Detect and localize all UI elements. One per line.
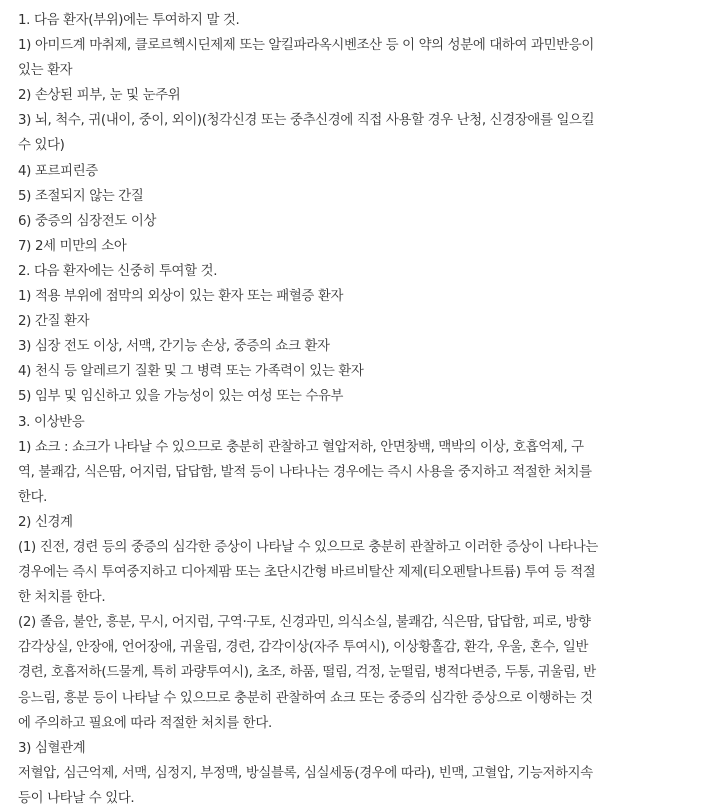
text-line: 6) 중증의 심장전도 이상: [18, 213, 157, 229]
text-line: 3) 뇌, 척수, 귀(내이, 중이, 외이)(청각신경 또는 중추신경에 직접 사용할 경우 난청, 신경장애를 일으킬: [18, 113, 595, 129]
section-heading-adverse-reactions: 3. 이상반응: [18, 414, 85, 430]
drug-precautions-document: [18, 8, 700, 811]
text-line: 5) 임부 및 임신하고 있을 가능성이 있는 여성 또는 수유부: [18, 389, 344, 405]
text-line: 감각상실, 안장애, 언어장애, 귀울림, 경련, 감각이상(자주 투여시), 이상황홀감, 환각, 우울, 혼수, 일반: [18, 640, 589, 656]
text-line: 3) 심장 전도 이상, 서맥, 간기능 손상, 중증의 쇼크 환자: [18, 339, 330, 355]
subsection-heading-nervous-system: 2) 신경계: [18, 514, 73, 530]
text-line: 4) 천식 등 알레르기 질환 및 그 병력 또는 가족력이 있는 환자: [18, 364, 364, 380]
text-line: 5) 조절되지 않는 간질: [18, 188, 144, 204]
section-heading-contraindications: 1. 다음 환자(부위)에는 투여하지 말 것.: [18, 13, 240, 28]
text-line: 1) 적용 부위에 점막의 외상이 있는 환자 또는 패혈증 환자: [18, 289, 344, 305]
text-line: 2) 간질 환자: [18, 314, 90, 330]
text-line: 2) 손상된 피부, 눈 및 눈주위: [18, 88, 181, 104]
text-line: 역, 불쾌감, 식은땀, 어지럼, 답답함, 발적 등이 나타나는 경우에는 즉시 사용을 중지하고 적절한 처치를: [18, 464, 592, 480]
text-line: 저혈압, 심근억제, 서맥, 심정지, 부정맥, 방실블록, 심실세동(경우에 따라), 빈맥, 고혈압, 기능저하지속: [18, 765, 593, 781]
text-line: 경우에는 즉시 투여중지하고 디아제팜 또는 초단시간형 바르비탈산 제제(티오펜탈나트륨) 투여 등 적절: [18, 565, 596, 581]
text-line: 7) 2세 미만의 소아: [18, 238, 127, 254]
section-heading-cautions: 2. 다음 환자에는 신중히 투여할 것.: [18, 263, 218, 279]
text-line: 한 처치를 한다.: [18, 590, 106, 606]
text-line: 4) 포르피린증: [18, 163, 98, 179]
text-line: 1) 아미드계 마취제, 클로르헥시딘제제 또는 알킬파라옥시벤조산 등 이 약의 성분에 대하여 과민반응이: [18, 38, 594, 54]
text-line: 에 주의하고 필요에 따라 적절한 처치를 한다.: [18, 715, 272, 731]
text-line: (2) 졸음, 불안, 흥분, 무시, 어지럼, 구역·구토, 신경과민, 의식소실, 불쾌감, 식은땀, 답답함, 피로, 방향: [18, 615, 591, 631]
text-line: 있는 환자: [18, 63, 73, 79]
text-line: 등이 나타날 수 있다.: [18, 790, 135, 806]
text-line: (1) 진전, 경련 등의 중증의 심각한 증상이 나타날 수 있으므로 충분히 관찰하고 이러한 증상이 나타나는: [18, 539, 598, 555]
text-line: 1) 쇼크 : 쇼크가 나타날 수 있으므로 충분히 관찰하고 혈압저하, 안면창백, 맥박의 이상, 호흡억제, 구: [18, 439, 584, 455]
text-line: 경련, 호흡저하(드물게, 특히 과량투여시), 초조, 하품, 떨림, 걱정, 눈떨림, 병적다변증, 두통, 귀울림, 반: [18, 665, 596, 681]
text-line: 수 있다): [18, 138, 65, 154]
text-line: 한다.: [18, 489, 48, 505]
subsection-heading-cardiovascular: 3) 심혈관계: [18, 740, 86, 756]
text-line: 응느림, 흥분 등이 나타날 수 있으므로 충분히 관찰하여 쇼크 또는 중증의 심각한 증상으로 이행하는 것: [18, 690, 593, 706]
